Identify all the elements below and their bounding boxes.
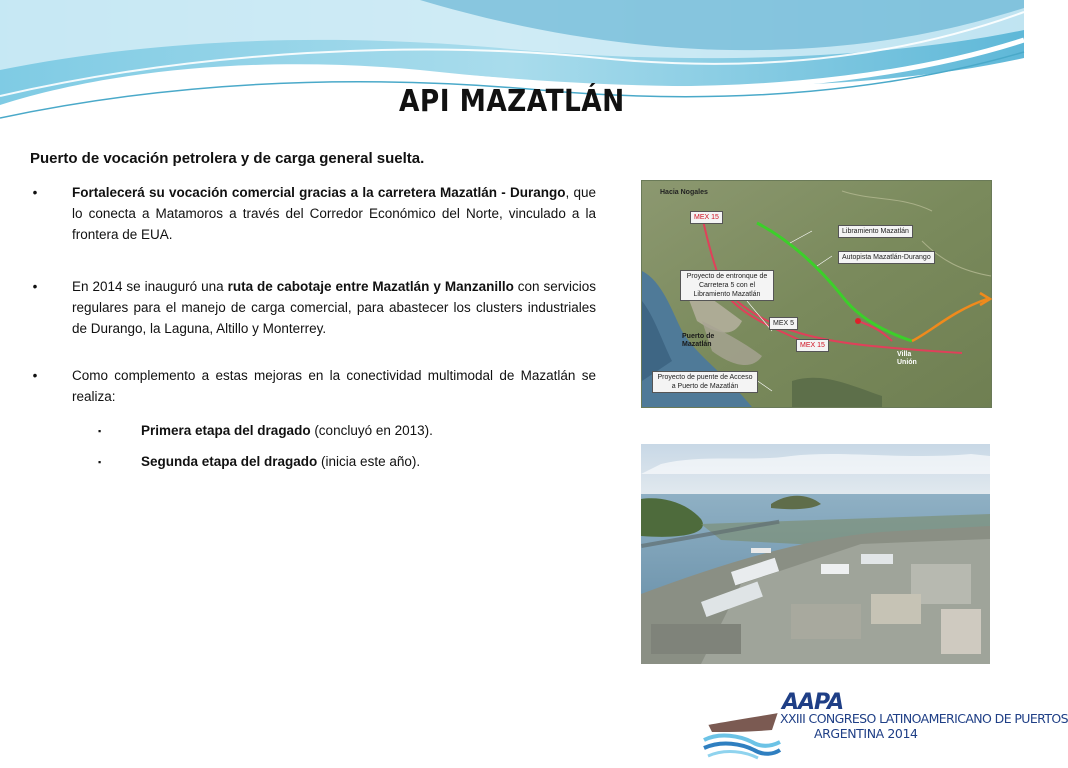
bullet-item <box>30 365 596 407</box>
map-label-proyecto-puente: Proyecto de puente de Acceso a Puerto de Mazatlán <box>652 371 758 393</box>
map-label-puerto: Puerto de Mazatlán <box>682 333 715 348</box>
bullet-item <box>30 276 596 339</box>
bullet-marker: • <box>32 185 38 200</box>
map-label-mex15-top: MEX 15 <box>690 211 723 224</box>
bullet-bold-text: ruta de cabotaje entre Mazatlán y Manzanillo <box>227 279 514 294</box>
bullet-item <box>30 182 596 245</box>
bullet-bold-text: Fortalecerá su vocación comercial gracias a la carretera Mazatlán - Durango <box>72 185 566 200</box>
map-label-mex5: MEX 5 <box>769 317 798 330</box>
port-photo-image <box>641 444 990 664</box>
logo-line-1: XXIII CONGRESO LATINOAMERICANO DE PUERTOS <box>780 711 1068 726</box>
slide-subtitle: Puerto de vocación petrolera y de carga general suelta. <box>30 150 425 167</box>
bullet-text: con servicios regulares para el manejo de carga comercial, para abastecer los clusters industriales de Durango, la Laguna, Altillo y Monterrey. <box>72 279 596 336</box>
map-label-proyecto-entronque: Proyecto de entronque de Carretera 5 con el Libramiento Mazatlán <box>680 270 774 301</box>
bullet-list <box>30 182 596 407</box>
map-label-mex15-bottom: MEX 15 <box>796 339 829 352</box>
bullet-marker: • <box>32 279 38 294</box>
bullet-text: , que lo conecta a Matamoros a través del Corredor Económico del Norte, vinculado a la frontera de EUA. <box>72 185 596 242</box>
sub-bullet-marker: ▪ <box>98 457 102 467</box>
bullet-marker: • <box>32 368 38 383</box>
bullet-text: Como complemento a estas mejoras en la conectividad multimodal de Mazatlán se realiza: <box>72 368 596 404</box>
logo-line-2: ARGENTINA 2014 <box>814 726 918 741</box>
sub-bullet-marker: ▪ <box>98 426 102 436</box>
sub-bullet-bold-text: Segunda etapa del dragado <box>141 454 318 469</box>
port-aerial-photo <box>641 444 990 664</box>
route-map <box>641 180 992 408</box>
map-label-autopista: Autopista Mazatlán-Durango <box>838 251 935 264</box>
sub-bullet-text: (inicia este año). <box>317 454 421 469</box>
bullet-text: En 2014 se inauguró una <box>72 279 228 294</box>
sub-bullet-bold-text: Primera etapa del dragado <box>141 423 311 438</box>
map-label-libramiento: Libramiento Mazatlán <box>838 225 913 238</box>
map-label-hacia-nogales: Hacia Nogales <box>660 189 708 196</box>
map-label-villa-union: Villa Unión <box>897 351 917 366</box>
logo-brand: AAPA <box>782 690 844 715</box>
sub-bullet-text: (concluyó en 2013). <box>310 423 433 438</box>
slide-title: API MAZATLÁN <box>399 84 625 119</box>
ship-logo-icon <box>700 702 780 762</box>
congress-logo <box>700 690 1068 768</box>
